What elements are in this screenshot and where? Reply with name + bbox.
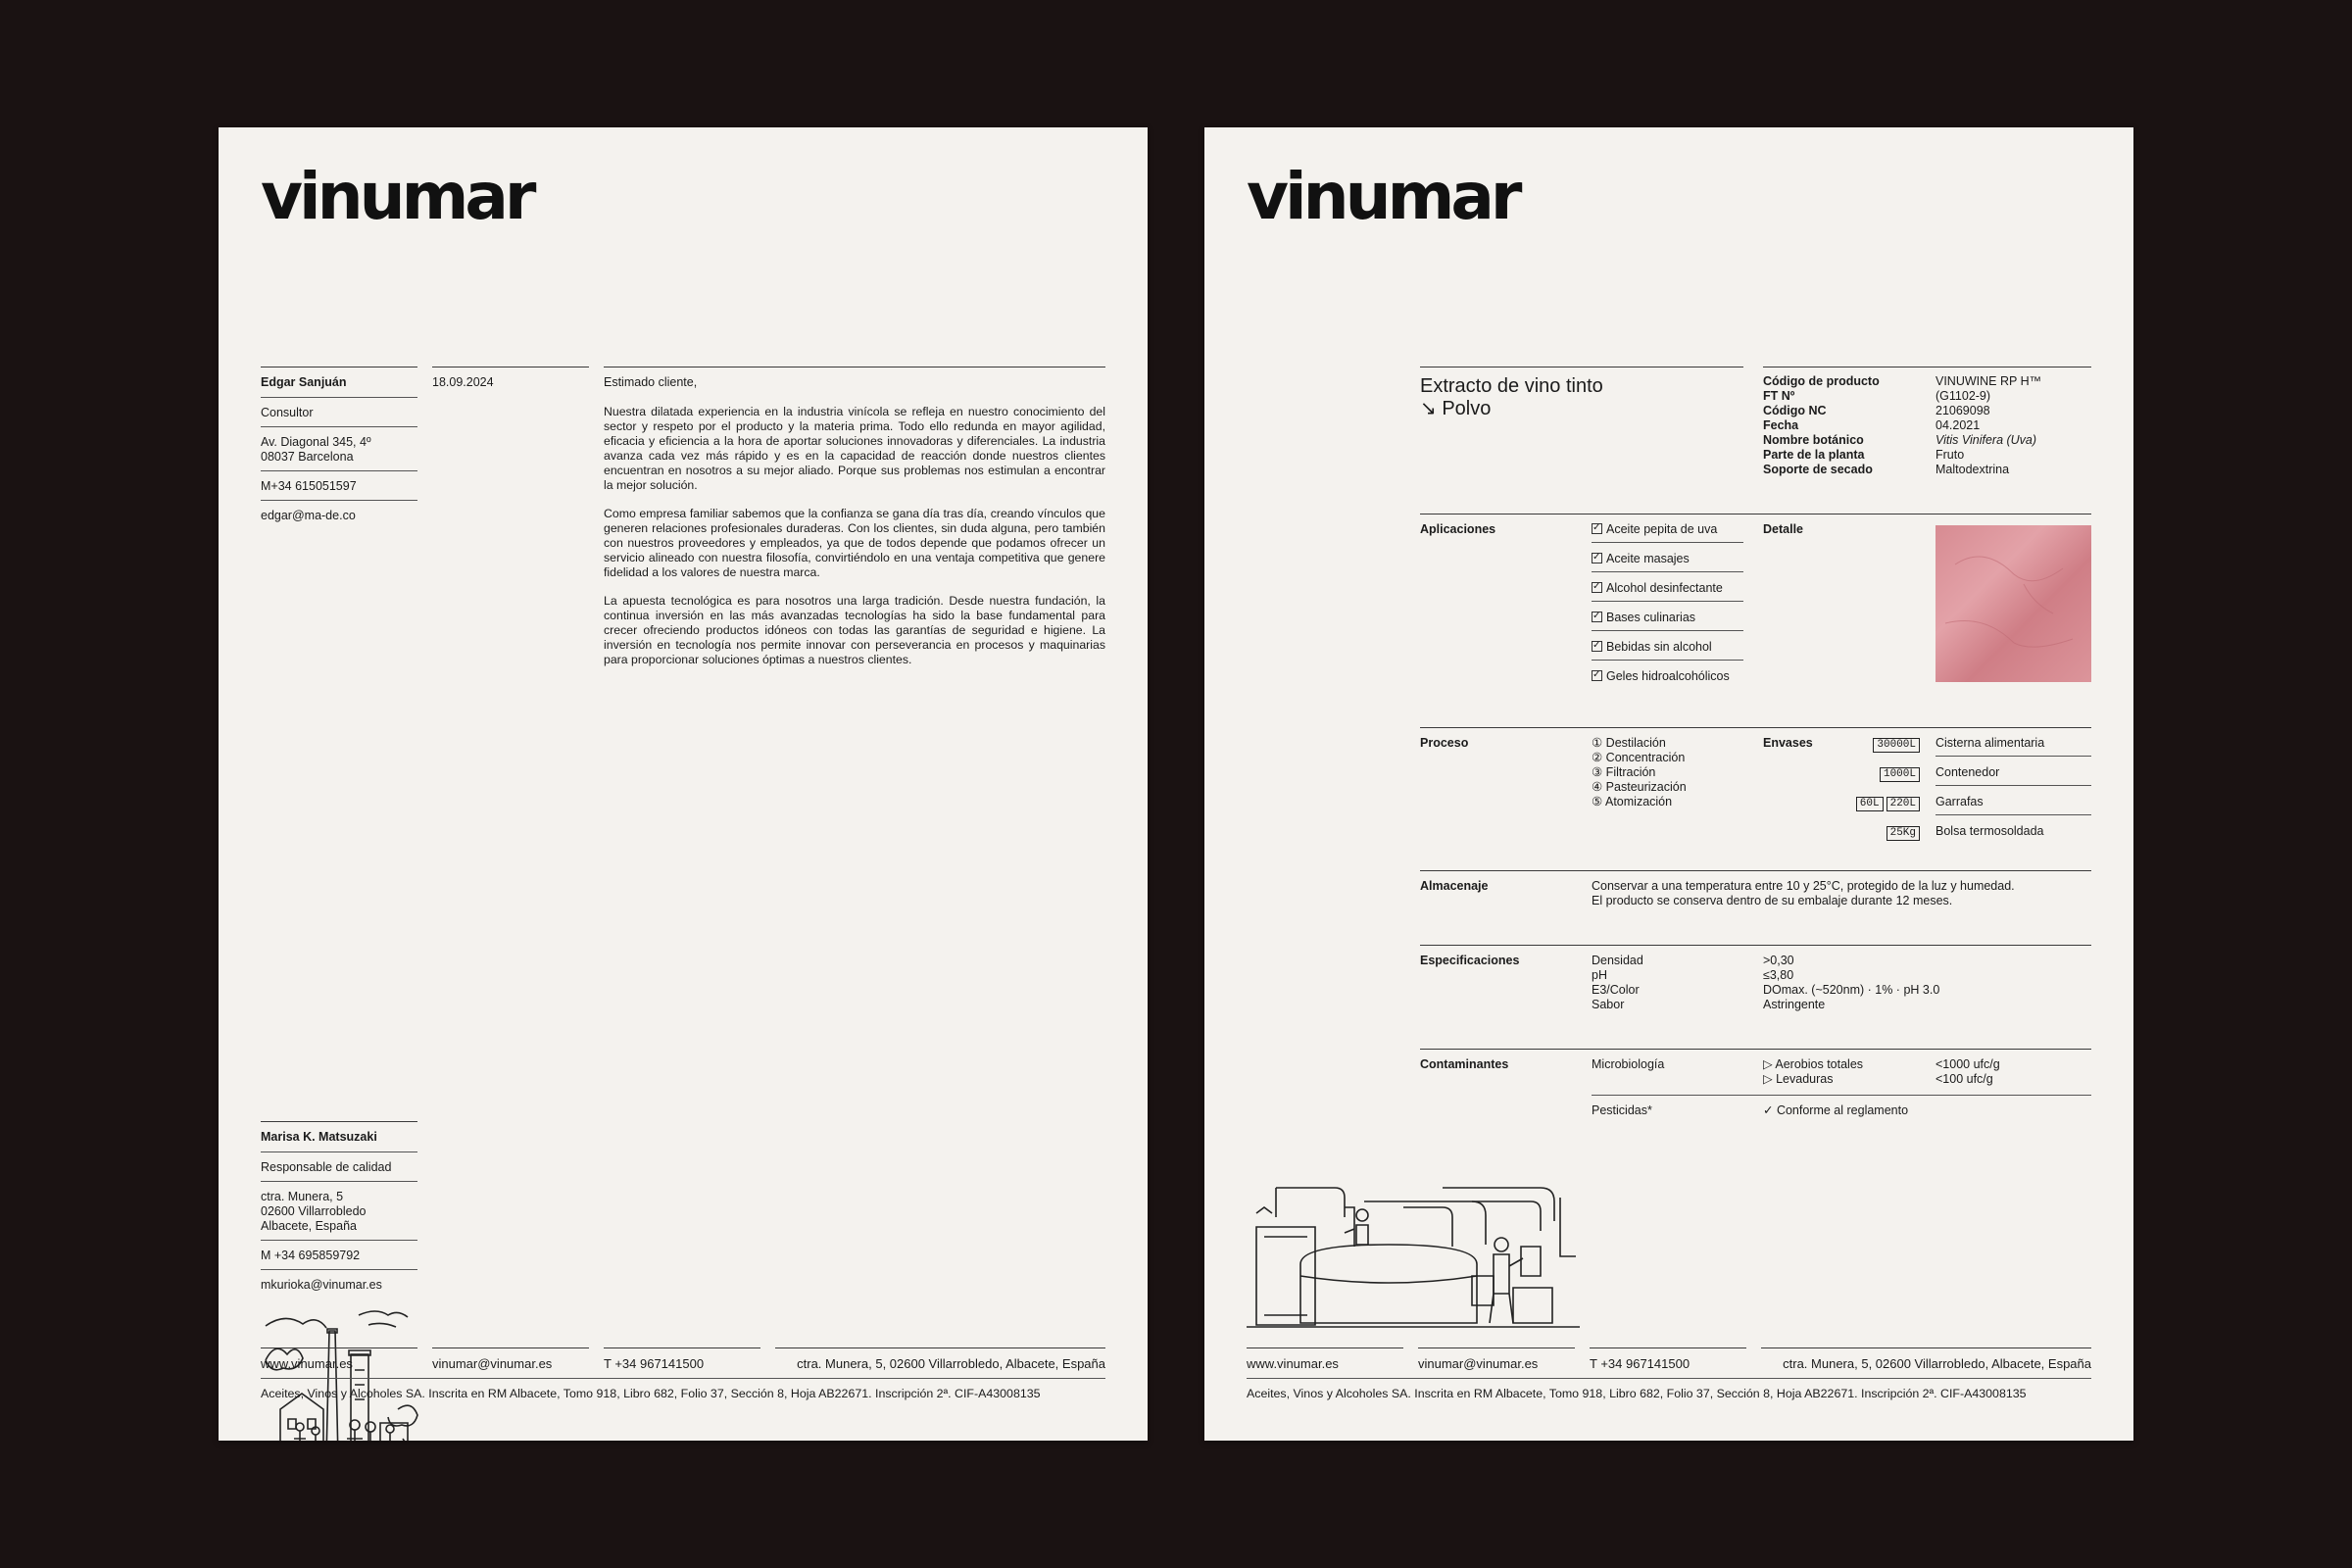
letter-greeting: Estimado cliente, xyxy=(604,375,698,389)
product-subtitle: ↘ Polvo xyxy=(1420,398,1492,419)
volume-tag: 1000L xyxy=(1880,767,1920,782)
letter-paragraph: Nuestra dilatada experiencia en la industria vinícola se refleja en nuestro conocimiento del sector y respeto por el producto y la materia prima. Todo ello redunda en mayor agilidad, eficacia y eficiencia a la hora de aportar soluciones innovadoras y diferenciales. La industria avanza cada vez más rápido y es en la capacidad de reacción donde nuestros clientes encuentran en nosotros a su mejor aliado. Porque sus problemas nos estimulan a encontrar la mejor solución. xyxy=(604,405,1105,492)
volume-tag: 60L xyxy=(1856,797,1884,811)
footer-phone: T +34 967141500 xyxy=(604,1356,705,1371)
table-row: E3/Color DOmax. (~520nm) · 1% · pH 3.0 xyxy=(1592,983,1940,997)
brand-logo: vinumar xyxy=(1247,159,1519,234)
list-item: Bolsa termosoldada xyxy=(1936,824,2044,838)
checkbox-icon xyxy=(1592,582,1602,593)
storage-label: Almacenaje xyxy=(1420,879,1489,893)
list-item: ✓ Aceite pepita de uva xyxy=(1592,514,1743,543)
product-info-table xyxy=(1763,374,2091,477)
packaging-label: Envases xyxy=(1763,736,1813,750)
specs-table xyxy=(1592,954,2091,1012)
table-row: Sabor Astringente xyxy=(1592,998,1826,1011)
letterhead-sheet xyxy=(219,127,1148,1441)
letter-paragraph: Como empresa familiar sabemos que la confianza se gana día tras día, creando vínculos que generen relaciones profesionales duraderas. Con los clientes, sin duda alguna, pero también con nuestros proveedores y empleados, ya que de todos depende que podamos ofrecer un servicio alineado con nuestra filosofía, convirtiéndolo en una ventaja competitiva que genere fidelidad a los valores de nuestra marca. xyxy=(604,507,1105,579)
contaminant-name: Pesticidas* xyxy=(1592,1103,1652,1117)
process-step: ④ Pasteurización xyxy=(1592,780,1687,794)
list-item: Contenedor xyxy=(1936,757,2091,786)
info-row: Nombre botánico Vitis Vinifera (Uva) xyxy=(1763,433,2037,447)
footer-email[interactable]: vinumar@vinumar.es xyxy=(1418,1356,1539,1371)
footer-address: ctra. Munera, 5, 02600 Villarrobledo, Albacete, España xyxy=(1783,1356,2091,1371)
signer-email: mkurioka@vinumar.es xyxy=(261,1278,382,1292)
sender-phone: M+34 615051597 xyxy=(261,479,357,493)
packaging-tags xyxy=(1832,727,1920,845)
letter-date: 18.09.2024 xyxy=(432,375,494,389)
signer-role: Responsable de calidad xyxy=(261,1160,392,1174)
info-row: Soporte de secado Maltodextrina xyxy=(1763,463,2010,476)
list-item: ✓Alcohol desinfectante xyxy=(1592,572,1743,602)
sender-email: edgar@ma-de.co xyxy=(261,509,356,522)
datasheet-sheet xyxy=(1204,127,2133,1441)
info-row: Parte de la planta Fruto xyxy=(1763,448,1965,462)
product-title: Extracto de vino tinto xyxy=(1420,375,1603,397)
footer-phone: T +34 967141500 xyxy=(1590,1356,1690,1371)
contaminants-label: Contaminantes xyxy=(1420,1057,1509,1071)
signer-phone: M +34 695859792 xyxy=(261,1249,361,1262)
volume-tag: 30000L xyxy=(1873,738,1920,753)
table-row: Densidad >0,30 xyxy=(1592,954,1794,967)
sender-role: Consultor xyxy=(261,406,314,419)
list-item: ✓Aceite masajes xyxy=(1592,543,1743,572)
table-row: pH ≤3,80 xyxy=(1592,968,1794,982)
contaminant-values: <1000 ufc/g <100 ufc/g xyxy=(1936,1057,2000,1086)
footer-email[interactable]: vinumar@vinumar.es xyxy=(432,1356,553,1371)
storage-text: Conservar a una temperatura entre 10 y 25°C, protegido de la luz y humedad. El producto se conserva dentro de su embalaje durante 12 meses. xyxy=(1592,879,2015,907)
footer-web[interactable]: www.vinumar.es xyxy=(261,1356,353,1371)
volume-tag: 220L xyxy=(1886,797,1920,811)
footer-legal: Aceites, Vinos y Alcoholes SA. Inscrita en RM Albacete, Tomo 918, Libro 682, Folio 37, Sección 8, Hoja AB22671. Inscripción 2ª. CIF-A43008135 xyxy=(261,1387,1041,1400)
checkbox-icon xyxy=(1592,670,1602,681)
footer-web[interactable]: www.vinumar.es xyxy=(1247,1356,1339,1371)
specs-label: Especificaciones xyxy=(1420,954,1520,967)
factory-illustration xyxy=(1247,1178,1580,1340)
packaging-list xyxy=(1936,727,2091,845)
list-item: Garrafas xyxy=(1936,786,2091,815)
list-item: ✓Bebidas sin alcohol xyxy=(1592,631,1743,661)
process-step: ③ Filtración xyxy=(1592,765,1656,779)
applications-label: Aplicaciones xyxy=(1420,522,1496,536)
sender-name: Edgar Sanjuán xyxy=(261,375,347,389)
contaminant-items: ✓ Conforme al reglamento xyxy=(1763,1103,1909,1117)
process-label: Proceso xyxy=(1420,736,1469,750)
list-item: ✓Bases culinarias xyxy=(1592,602,1743,631)
signer-address: ctra. Munera, 5 02600 Villarrobledo Albacete, España xyxy=(261,1190,367,1233)
process-step: ⑤ Atomización xyxy=(1592,795,1673,808)
applications-list xyxy=(1592,514,1743,690)
brand-logo: vinumar xyxy=(261,159,533,234)
list-item: ✓Geles hidroalcohólicos xyxy=(1592,661,1743,690)
footer-legal: Aceites, Vinos y Alcoholes SA. Inscrita en RM Albacete, Tomo 918, Libro 682, Folio 37, Sección 8, Hoja AB22671. Inscripción 2ª. CIF-A43008135 xyxy=(1247,1387,2027,1400)
checkbox-icon xyxy=(1592,553,1602,564)
letter-paragraph: La apuesta tecnológica es para nosotros una larga tradición. Desde nuestra fundación, la continua inversión en las más avanzadas tecnologías ha sido la base fundamental para crecer ofreciendo productos idóneos con todas las garantías de seguridad e higiene. La inversión en tecnología nos permite innovar con perseverancia en procesos y maquinarias para proporcionar soluciones óptimas a nuestros clientes. xyxy=(604,594,1105,666)
process-step: ② Concentración xyxy=(1592,751,1686,764)
checkbox-icon xyxy=(1592,641,1602,652)
contaminant-name: Microbiología xyxy=(1592,1057,1665,1071)
checkbox-icon xyxy=(1592,612,1602,622)
letter-body xyxy=(604,405,1105,681)
sender-address: Av. Diagonal 345, 4º 08037 Barcelona xyxy=(261,435,371,464)
detail-label: Detalle xyxy=(1763,522,1803,536)
process-list xyxy=(1592,736,1687,809)
detail-swatch xyxy=(1936,525,2091,682)
volume-tag: 25Kg xyxy=(1886,826,1920,841)
list-item: Cisterna alimentaria xyxy=(1936,727,2091,757)
info-row: Fecha 04.2021 xyxy=(1763,418,1981,432)
info-row: Código NC 21069098 xyxy=(1763,404,1990,417)
checkbox-icon xyxy=(1592,523,1602,534)
process-step: ① Destilación xyxy=(1592,736,1666,750)
info-row: Código de producto VINUWINE RP H™ xyxy=(1763,374,2042,388)
contaminant-items: ▷ Aerobios totales ▷ Levaduras xyxy=(1763,1057,1864,1086)
footer-address: ctra. Munera, 5, 02600 Villarrobledo, Albacete, España xyxy=(797,1356,1105,1371)
info-row: FT Nº (G1102-9) xyxy=(1763,389,1991,403)
signer-name: Marisa K. Matsuzaki xyxy=(261,1130,377,1144)
